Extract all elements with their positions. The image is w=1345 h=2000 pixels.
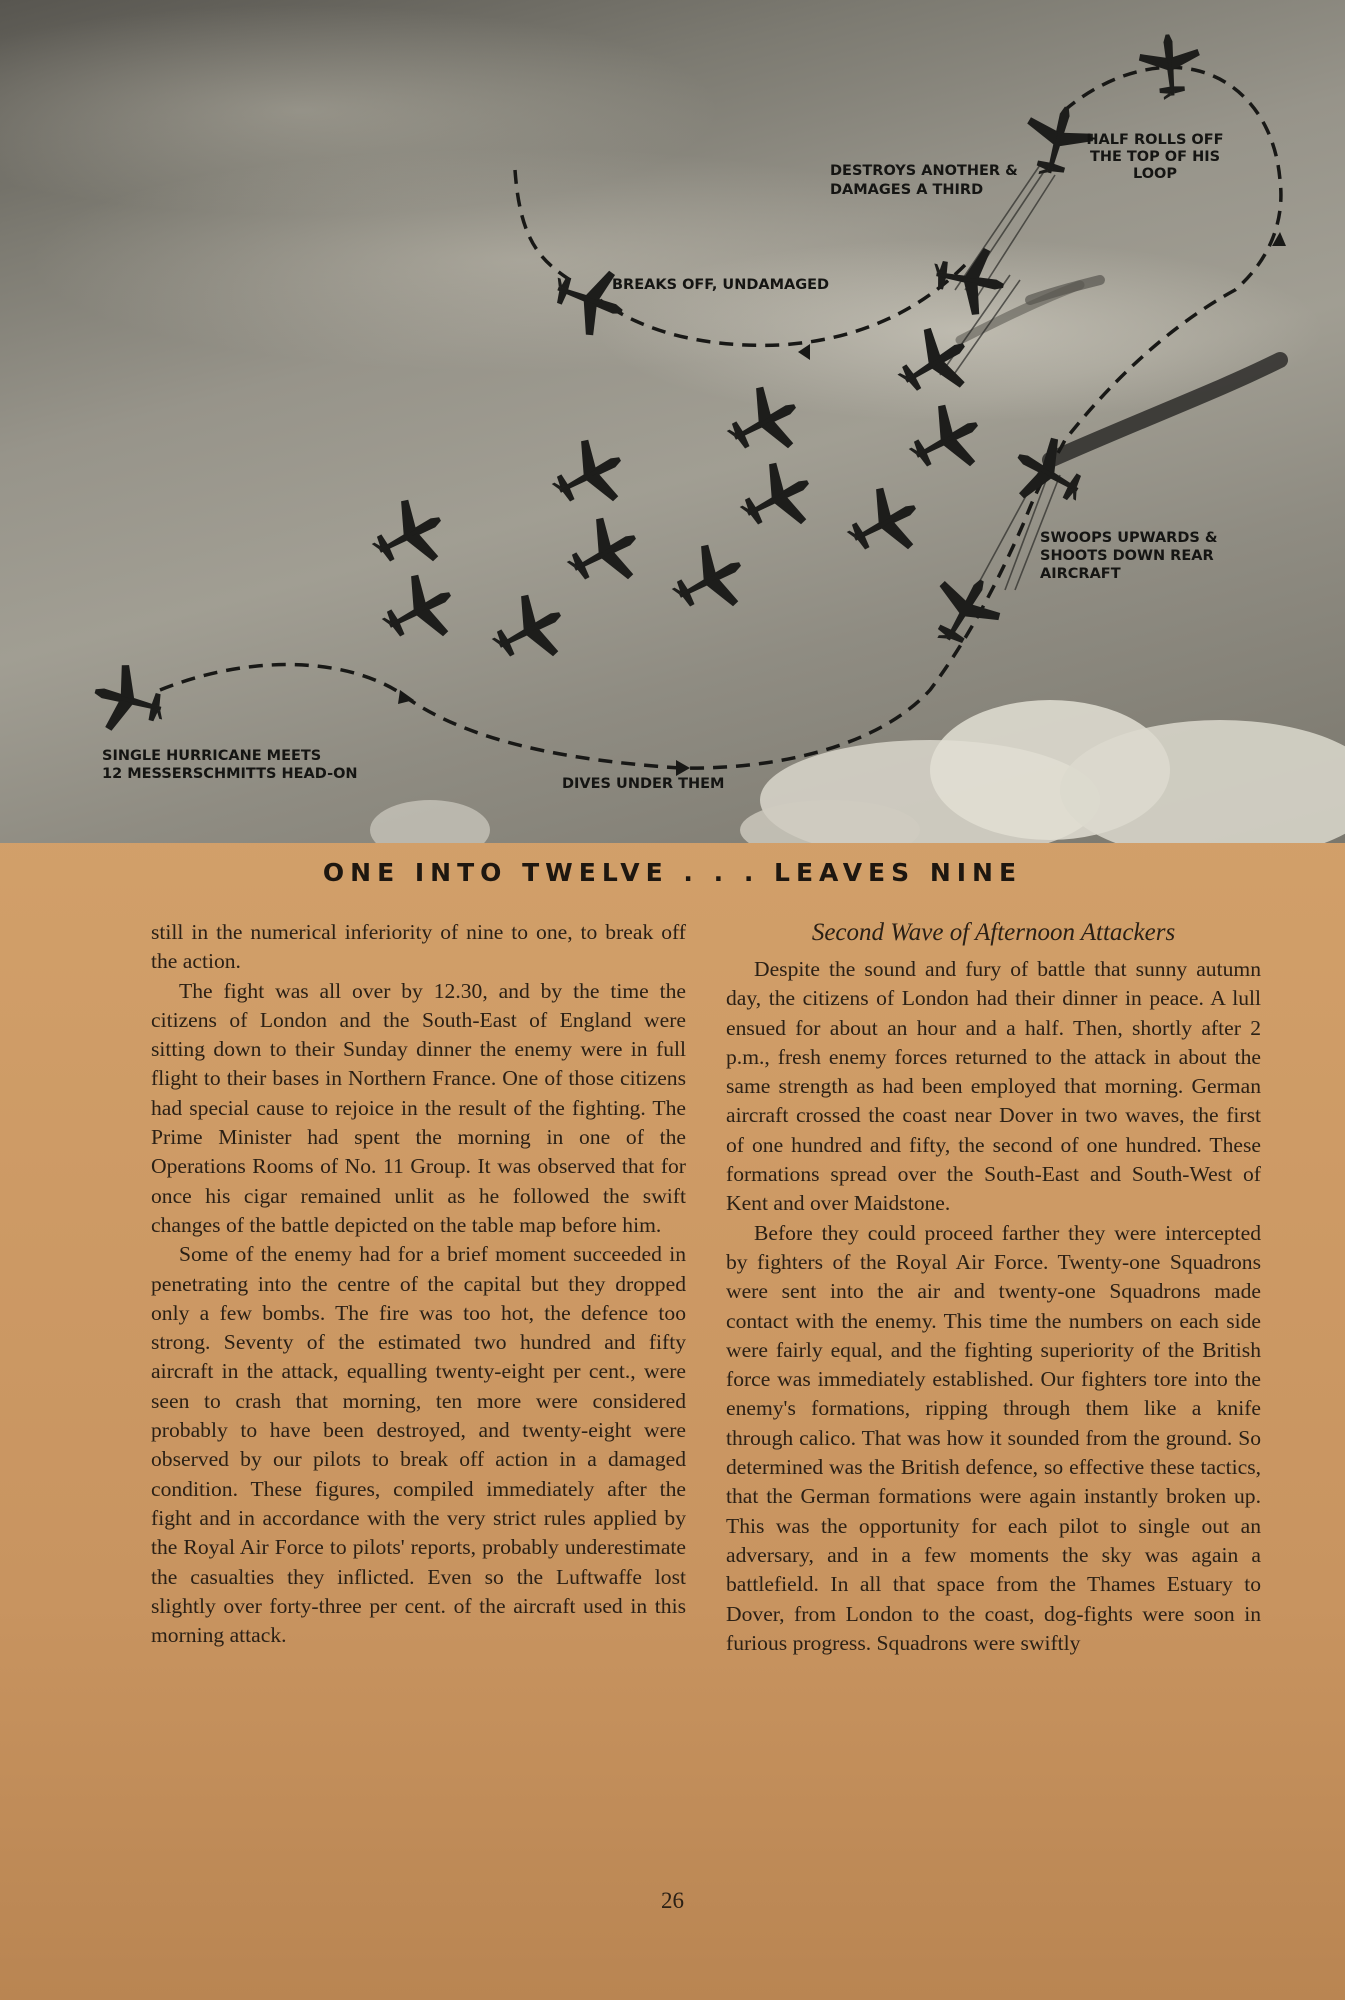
- label-destroys-another: DESTROYS ANOTHER & DAMAGES A THIRD: [830, 163, 1018, 198]
- label-dives-under: DIVES UNDER THEM: [562, 776, 725, 792]
- label-swoops-upwards: SWOOPS UPWARDS & SHOOTS DOWN REAR AIRCRAFT: [1040, 530, 1218, 582]
- right-paragraph-1: Despite the sound and fury of battle that sunny autumn day, the citizens of London had their dinner in peace. A lull ensued for about an hour and a half. Then, shortly after 2 p.m., fresh enemy forces returned to the attack in about the same strength as had been employed that morning. German aircraft crossed the coast near Dover in two waves, the first of one hundred and fifty, the second of one hundred. These formations spread over the South-East and South-West of Kent and over Maidstone.: [726, 957, 1261, 1216]
- left-paragraph-3: Some of the enemy had for a brief moment succeeded in penetrating into the centre of the capital but they dropped only a few bombs. The fire was too hot, the defence too strong. Seventy of the estimated two hundred and fifty aircraft in the attack, equalling twenty-eight per cent., were seen to crash that morning, ten more were considered probably to have been destroyed, and twenty-eight were observed by our pilots to break off action in a damaged condition. These figures, compiled immediately after the fight and in accordance with the very strict rules applied by the Royal Air Force to pilots' reports, probably underestimate the casualties they inflicted. Even so the Luftwaffe lost slightly over forty-three per cent. of the aircraft used in this morning attack.: [151, 1242, 686, 1648]
- label-single-hurricane: SINGLE HURRICANE MEETS 12 MESSERSCHMITTS HEAD-ON: [102, 748, 358, 782]
- section-heading: Second Wave of Afternoon Attackers: [811, 919, 1176, 946]
- left-column: [151, 918, 686, 1650]
- clouds: [370, 700, 1345, 843]
- left-paragraph-2: The fight was all over by 12.30, and by the time the citizens of London and the South-East of England were sitting down to their Sunday dinner the enemy were in full flight to their bases in Northern France. One of those citizens had special cause to rejoice in the result of the fighting. The Prime Minister had spent the morning in one of the Operations Rooms of No. 11 Group. It was observed that for once his cigar remained unlit as he followed the swift changes of the battle depicted on the table map before him.: [151, 978, 686, 1237]
- label-half-rolls: HALF ROLLS OFF THE TOP OF HIS LOOP: [1086, 132, 1224, 182]
- label-breaks-off: BREAKS OFF, UNDAMAGED: [612, 277, 830, 293]
- arrow-heads: [398, 232, 1286, 776]
- smoke-trails: [960, 280, 1280, 460]
- right-column: [726, 918, 1261, 1658]
- illustration-svg: [0, 0, 1345, 843]
- page-number: 26: [661, 1888, 684, 1913]
- right-paragraph-2: Before they could proceed farther they were intercepted by fighters of the Royal Air Force. Twenty-one Squadrons were sent into the air and twenty-one Squadrons made contact with the enemy. This time the numbers on each side were fairly equal, and the fighting superiority of the British force was immediately established. Our fighters tore into the enemy's formations, ripping through them like a knife through calico. That was how it sounded from the ground. So determined was the British defence, so effective these tactics, that the German formations were again instantly broken up. This was the opportunity for each pilot to single out an adversary, and in a few moments the sky was again a battlefield. In all that space from the Thames Estuary to Dover, from London to the coast, dog-fights were soon in furious progress. Squadrons were swiftly: [726, 1220, 1261, 1655]
- flight-path: [160, 67, 1281, 768]
- dogfight-illustration: [0, 0, 1345, 843]
- hurricane-positions: [86, 32, 1203, 743]
- illustration-caption: ONE INTO TWELVE . . . LEAVES NINE: [322, 858, 1023, 887]
- left-paragraph-1: still in the numerical inferiority of nine to one, to break off the action.: [151, 920, 686, 974]
